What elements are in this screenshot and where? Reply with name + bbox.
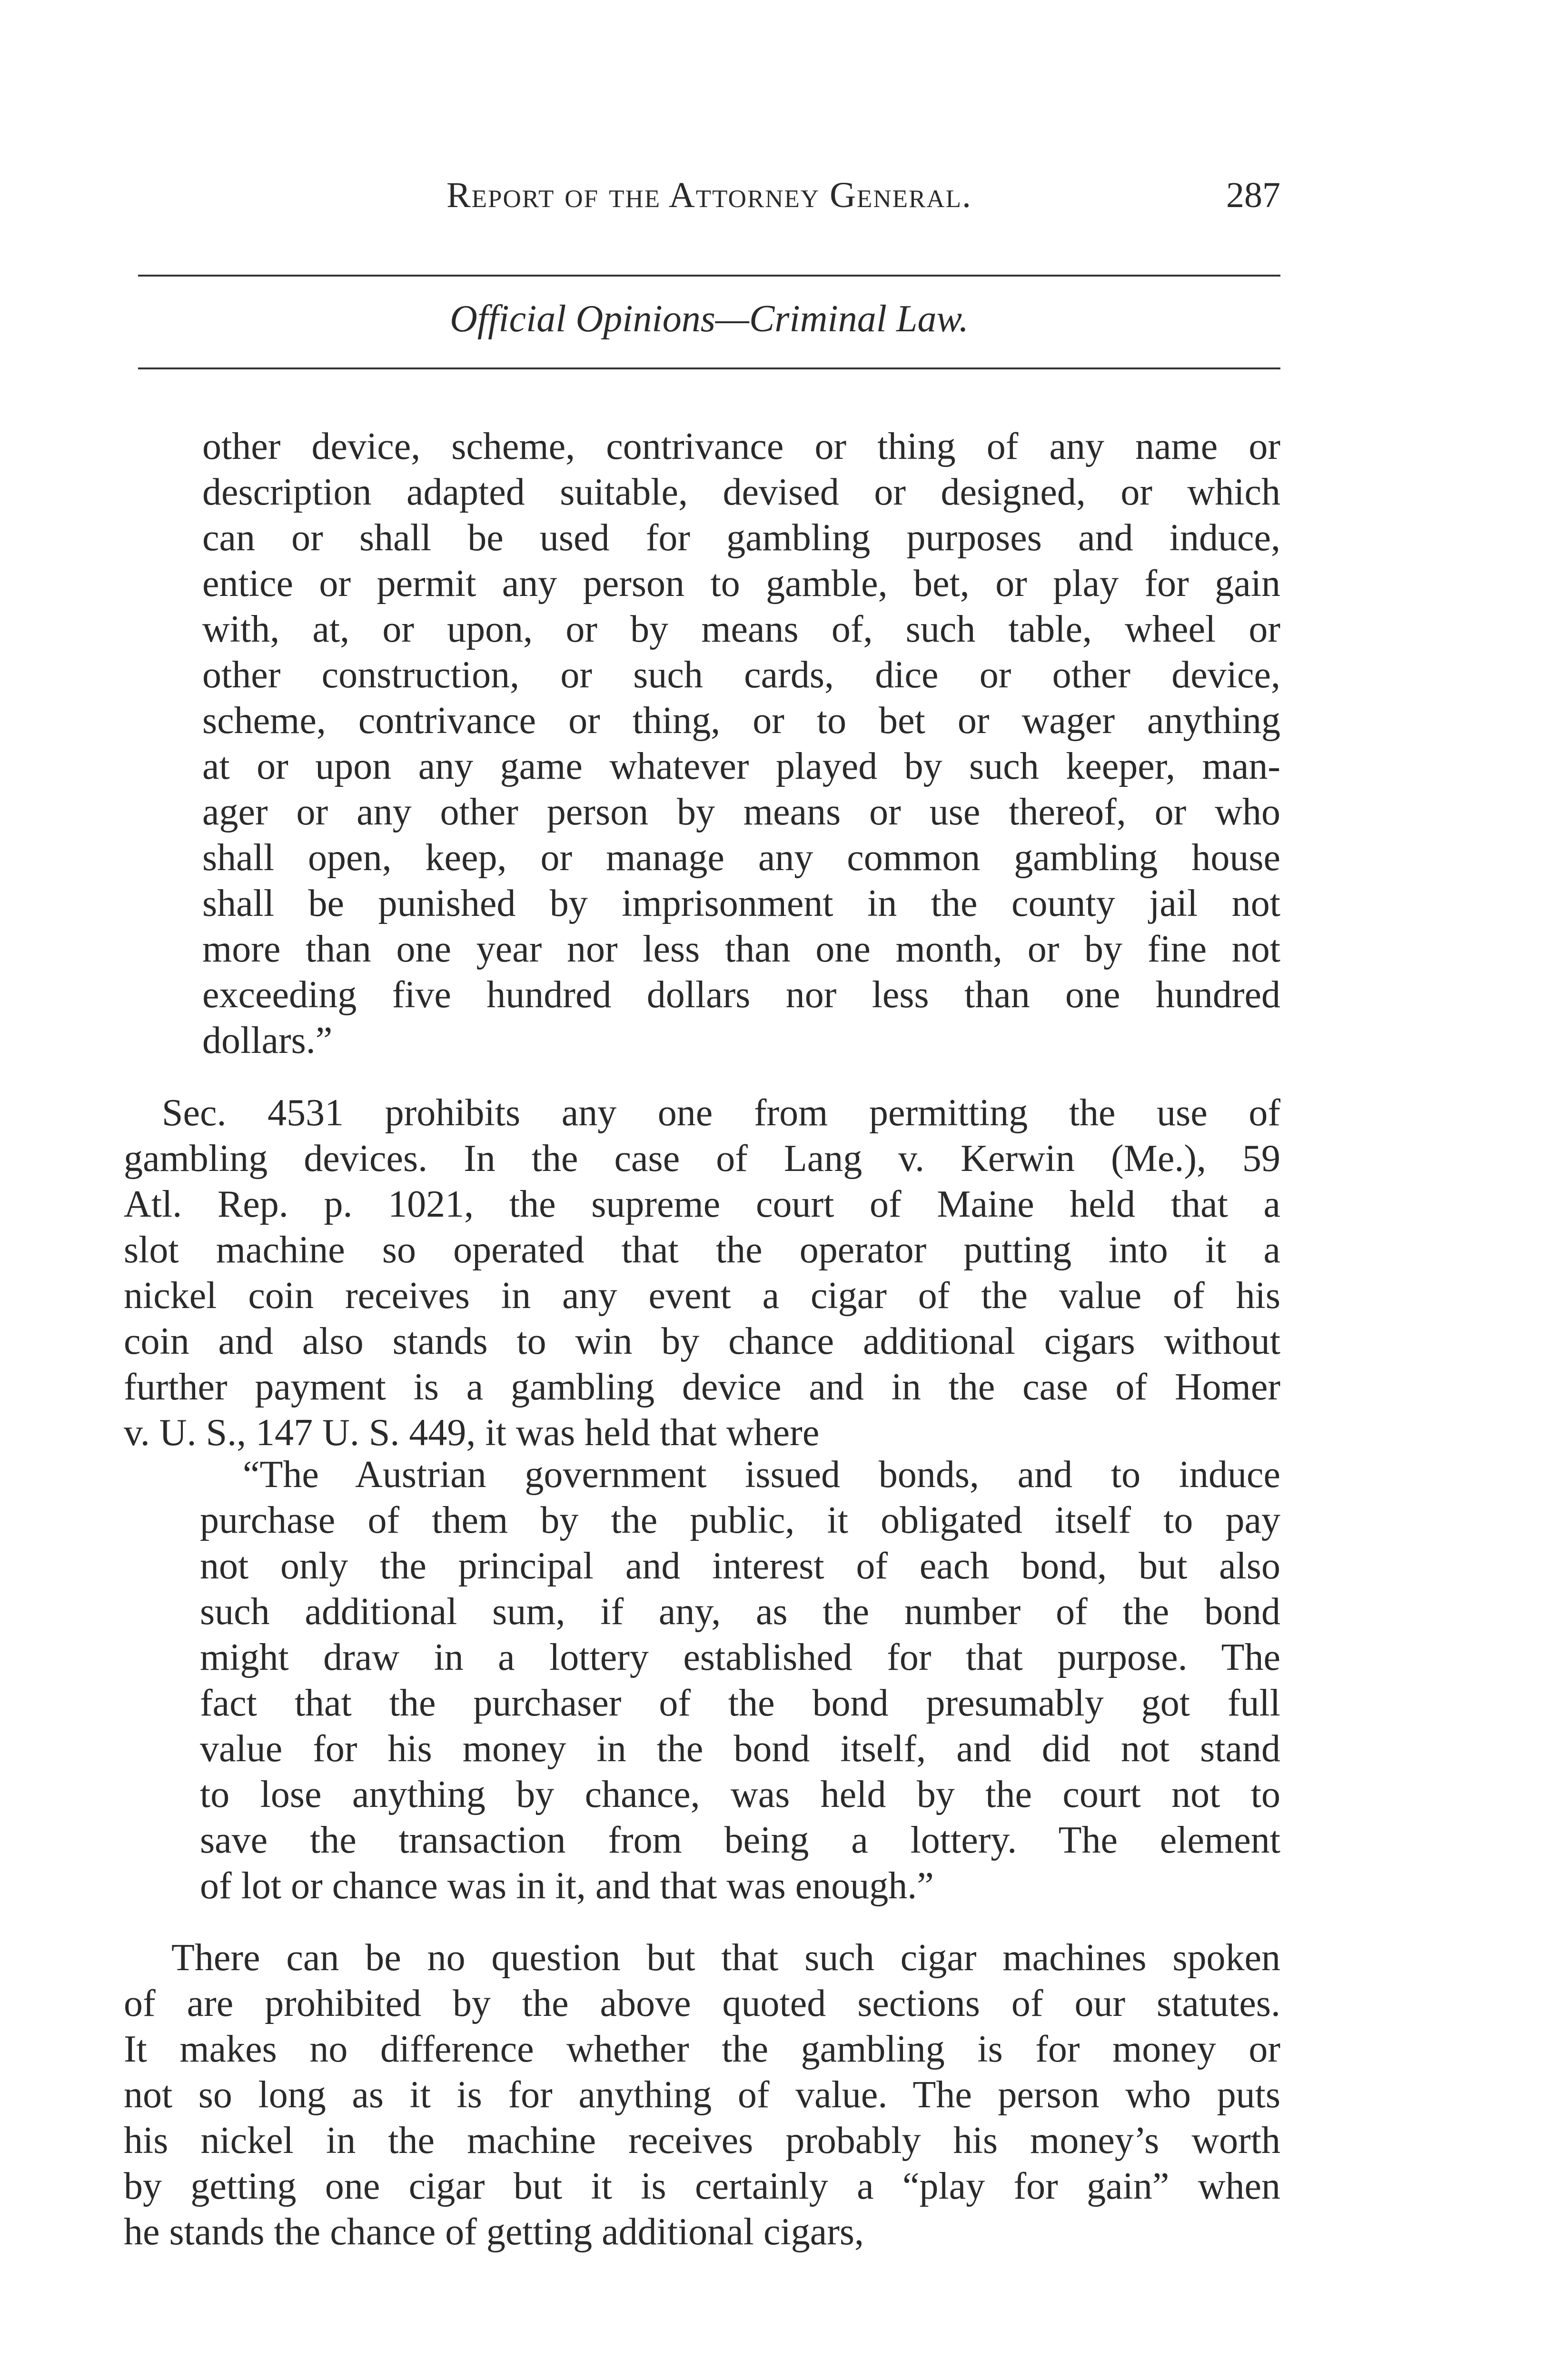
homer-case-quote xyxy=(200,1452,1280,1909)
text-line: such additional sum, if any, as the number of the bond xyxy=(200,1591,1280,1633)
text-line: dollars.” xyxy=(202,1020,333,1061)
text-line: gambling devices. In the case of Lang v. Kerwin (Me.), 59 xyxy=(124,1138,1280,1180)
text-line: exceeding five hundred dollars nor less than one hundred xyxy=(202,974,1280,1016)
text-line: might draw in a lottery established for that purpose. The xyxy=(200,1636,1280,1678)
running-header xyxy=(138,171,1280,228)
running-title: Report of the Attorney General. xyxy=(446,175,972,215)
text-line: not so long as it is for anything of value. The person who puts xyxy=(124,2074,1280,2116)
text-line: slot machine so operated that the operator putting into it a xyxy=(124,1229,1280,1271)
text-line: he stands the chance of getting additional cigars, xyxy=(124,2211,864,2253)
text-line: value for his money in the bond itself, and did not stand xyxy=(200,1728,1280,1770)
text-line: coin and also stands to win by chance additional cigars without xyxy=(124,1320,1280,1362)
text-line: of are prohibited by the above quoted sections of our statutes. xyxy=(124,1983,1280,2024)
header-rule-bottom xyxy=(138,367,1280,369)
text-line: fact that the purchaser of the bond presumably got full xyxy=(200,1682,1280,1724)
text-line: at or upon any game whatever played by such keeper, man- xyxy=(202,745,1280,787)
text-line: more than one year nor less than one month, or by fine not xyxy=(202,928,1280,970)
header-rule-top xyxy=(138,275,1280,277)
text-line: entice or permit any person to gamble, bet, or play for gain xyxy=(202,563,1280,605)
text-line: of lot or chance was in it, and that was enough.” xyxy=(200,1865,934,1907)
text-line: It makes no difference whether the gambling is for money or xyxy=(124,2028,1280,2070)
text-line: by getting one cigar but it is certainly a “play for gain” when xyxy=(124,2165,1280,2207)
text-line: to lose anything by chance, was held by the court not to xyxy=(200,1774,1280,1815)
text-line: ager or any other person by means or use thereof, or who xyxy=(202,791,1280,833)
text-line: v. U. S., 147 U. S. 449, it was held that where xyxy=(124,1412,820,1454)
text-line: not only the principal and interest of each bond, but also xyxy=(200,1545,1280,1587)
text-line: can or shall be used for gambling purposes and induce, xyxy=(202,517,1280,559)
text-line: Sec. 4531 prohibits any one from permitting the use of xyxy=(162,1092,1280,1134)
text-line: There can be no question but that such cigar machines spoken xyxy=(171,1937,1280,1979)
text-line: shall open, keep, or manage any common gambling house xyxy=(202,837,1280,879)
text-line: other construction, or such cards, dice or other device, xyxy=(202,654,1280,696)
page-number: 287 xyxy=(1226,175,1280,215)
section-heading: Official Opinions—Criminal Law. xyxy=(450,298,969,340)
text-line: Atl. Rep. p. 1021, the supreme court of Maine held that a xyxy=(124,1183,1280,1225)
paragraph-sec-4531 xyxy=(124,1090,1280,1456)
text-line: purchase of them by the public, it obligated itself to pay xyxy=(200,1499,1280,1541)
text-line: shall be punished by imprisonment in the county jail not xyxy=(202,883,1280,924)
text-line: with, at, or upon, or by means of, such table, wheel or xyxy=(202,608,1280,650)
text-line: other device, scheme, contrivance or thing of any name or xyxy=(202,426,1280,467)
statute-quote-continuation xyxy=(202,424,1280,1063)
text-line: save the transaction from being a lottery. The element xyxy=(200,1819,1280,1861)
text-line: scheme, contrivance or thing, or to bet or wager anything xyxy=(202,700,1280,742)
text-line: his nickel in the machine receives probably his money’s worth xyxy=(124,2120,1280,2162)
text-line: “The Austrian government issued bonds, and to induce xyxy=(243,1454,1280,1496)
text-line: nickel coin receives in any event a cigar of the value of his xyxy=(124,1275,1280,1317)
text-line: description adapted suitable, devised or designed, or which xyxy=(202,471,1280,513)
paragraph-conclusion xyxy=(124,1935,1280,2255)
text-line: further payment is a gambling device and in the case of Homer xyxy=(124,1366,1280,1408)
